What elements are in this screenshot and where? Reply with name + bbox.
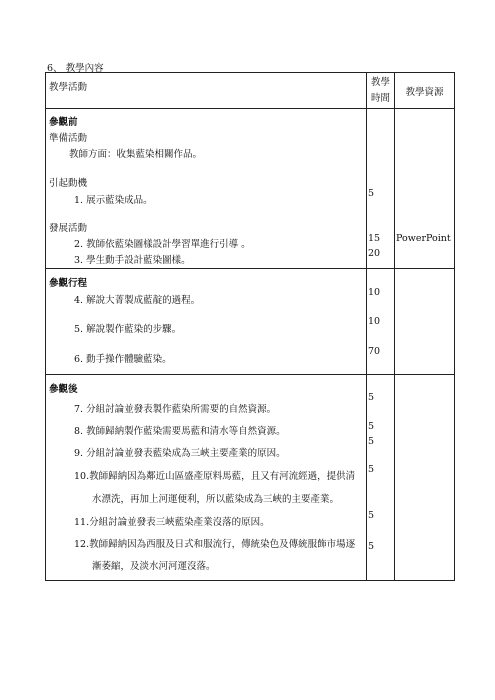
time-cell-before xyxy=(367,109,395,269)
activity-cell-after xyxy=(46,375,367,581)
time-value: 15 xyxy=(368,233,381,244)
develop-item-2: 2. 教師依藍染圖樣設計學習單進行引導 。 xyxy=(74,239,251,250)
time-value: 5 xyxy=(368,541,375,552)
time-value: 70 xyxy=(368,346,381,357)
resource-powerpoint: PowerPoint xyxy=(396,233,451,244)
table-row xyxy=(46,109,455,269)
header-activity xyxy=(46,73,367,109)
after-item-10-line2: 水漂洗，再加上河運便利，所以藍染成為三峽的主要產業。 xyxy=(92,494,340,505)
prep-label: 準備活動 xyxy=(49,133,88,144)
time-value: 20 xyxy=(368,248,381,259)
header-time xyxy=(367,73,395,109)
during-item-6: 6. 動手操作體驗藍染。 xyxy=(74,354,172,365)
header-time-line2: 時間 xyxy=(370,93,390,104)
during-item-4: 4. 解說大菁製成藍靛的過程。 xyxy=(74,295,201,306)
activity-cell-during xyxy=(46,269,367,375)
develop-label: 發展活動 xyxy=(49,223,88,234)
resource-cell xyxy=(395,269,455,375)
header-resource: 教學資源 xyxy=(395,73,455,109)
time-value: 5 xyxy=(368,392,375,403)
after-item-8: 8. 教師歸納製作藍染需要馬藍和清水等自然資源。 xyxy=(74,426,286,437)
header-activity-label: 教學活動 xyxy=(49,82,88,93)
after-item-10-line1: 10.教師歸納因為鄰近山區盛產原料馬藍，且又有河流經過，提供清 xyxy=(74,471,356,482)
time-value: 5 xyxy=(368,436,375,447)
after-item-7: 7. 分組討論並發表製作藍染所需要的自然資源。 xyxy=(74,404,277,415)
after-item-12-line1: 12.教師歸納因為西服及日式和服流行，傳統染色及傳統服飾市場逐 xyxy=(74,539,356,550)
resource-cell xyxy=(395,109,455,269)
time-value: 5 xyxy=(368,510,375,521)
section-title-after: 參觀後 xyxy=(49,384,78,395)
table-row xyxy=(46,269,455,375)
section-heading: 6、 教學內容 xyxy=(47,63,104,74)
section-title-before: 參觀前 xyxy=(49,117,78,128)
time-value: 10 xyxy=(368,287,381,298)
header-time-line1: 教學 xyxy=(370,77,390,88)
table-header-row xyxy=(46,73,455,109)
develop-item-3: 3. 學生動手設計藍染圖樣。 xyxy=(74,255,191,266)
table-row xyxy=(46,375,455,581)
section-title-during: 參觀行程 xyxy=(49,278,88,289)
time-cell-during xyxy=(367,269,395,375)
time-value: 5 xyxy=(368,464,375,475)
after-item-11: 11.分組討論並發表三峽藍染產業沒落的原因。 xyxy=(74,517,270,528)
motivation-item: 1. 展示藍染成品。 xyxy=(74,195,153,206)
time-value: 5 xyxy=(368,188,375,199)
time-value: 5 xyxy=(368,421,375,432)
lesson-table xyxy=(45,72,455,581)
prep-item: 教師方面：收集藍染相關作品。 xyxy=(69,149,203,160)
time-cell-after xyxy=(367,375,395,581)
resource-cell xyxy=(395,375,455,581)
motivation-label: 引起動機 xyxy=(49,178,88,189)
activity-cell-before xyxy=(46,109,367,269)
during-item-5: 5. 解說製作藍染的步驟。 xyxy=(74,324,182,335)
after-item-9: 9. 分組討論並發表藍染成為三峽主要產業的原因。 xyxy=(74,448,286,459)
after-item-12-line2: 漸萎縮，及淡水河河運沒落。 xyxy=(92,561,216,572)
time-value: 10 xyxy=(368,316,381,327)
